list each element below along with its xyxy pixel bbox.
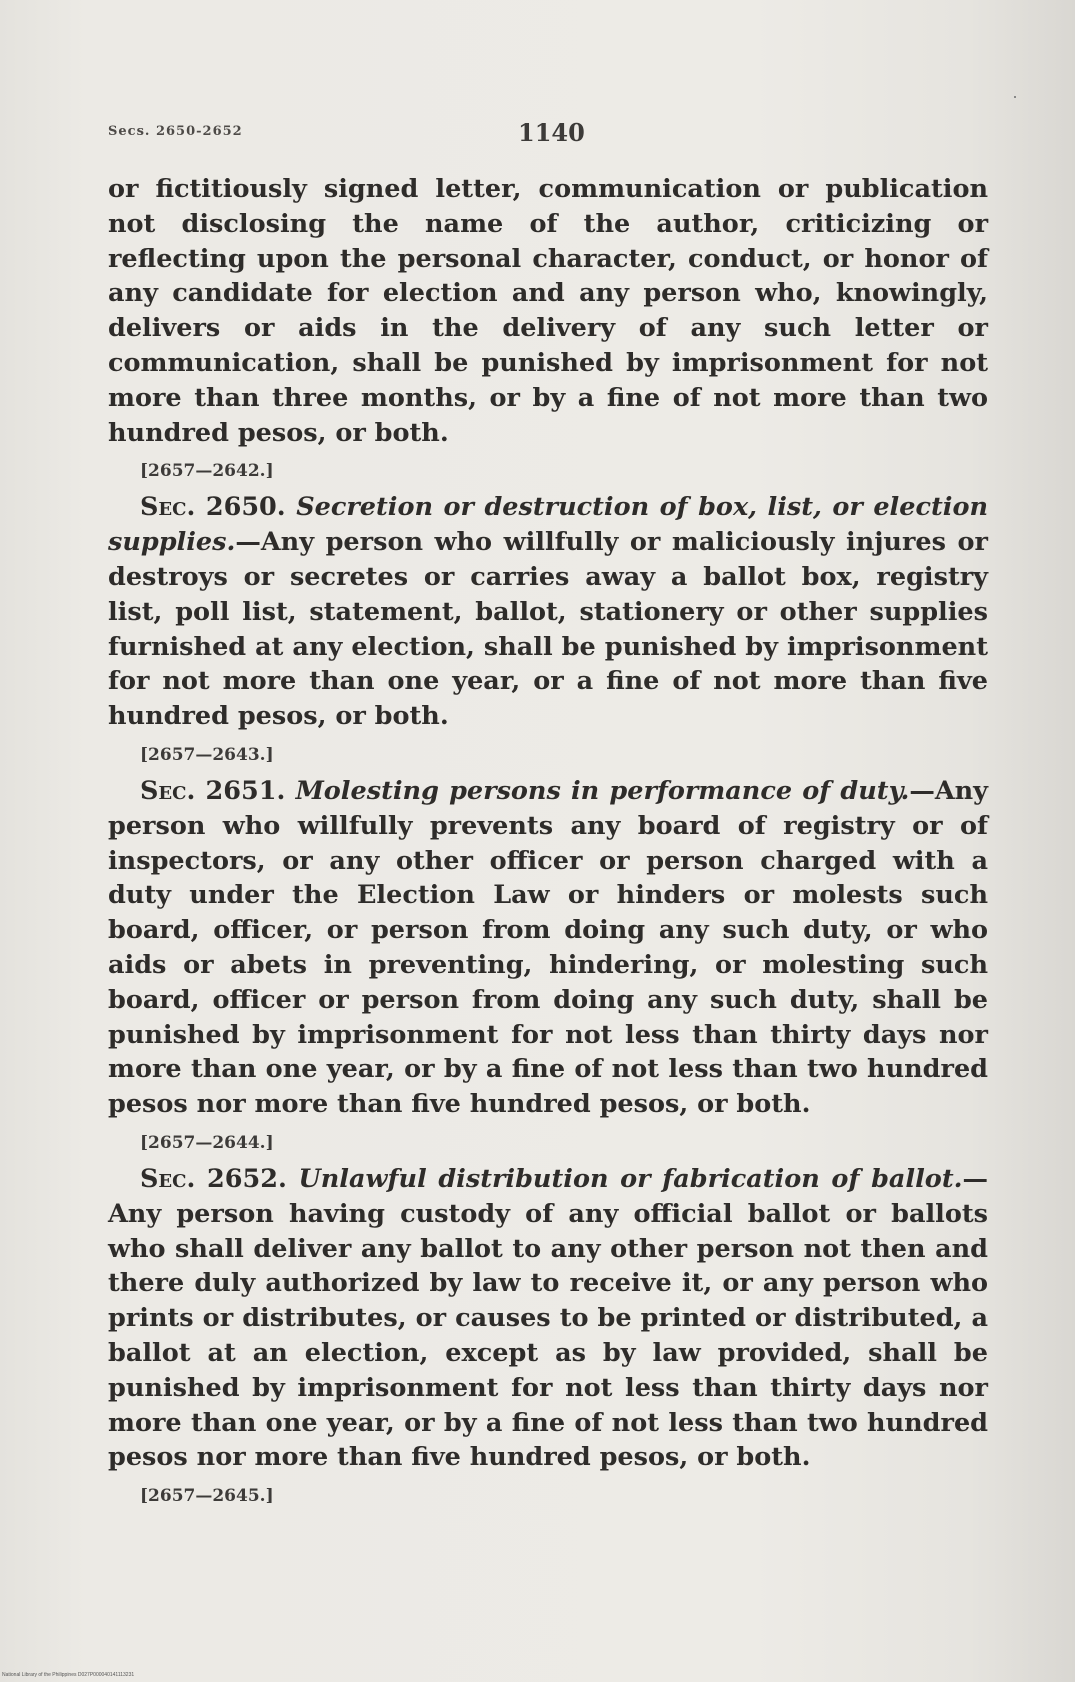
section-title: Secretion or destruction of box, list, or election supplies. xyxy=(108,492,988,558)
section-label: Sec. 2651. xyxy=(140,775,286,806)
section-title: Molesting persons in performance of duty. xyxy=(295,775,910,806)
section-2650 xyxy=(108,490,988,734)
section-body: —Any person having custody of any official ballot or ballots who shall deliver any ballot to any other person not then and there duly authorized by law to receive it, or any person who prints or distributes, or causes to be printed or distributed, a ballot at an election, except as by law provided, shall be punished by imprisonment for not less than thirty days nor more than one year, or by a fine of not less than two hundred pesos nor more than five hundred pesos, or both. xyxy=(108,1163,988,1473)
citation: [2657—2645.] xyxy=(140,1486,274,1507)
section-body: —Any person who willfully or maliciously injures or destroys or secretes or carries away a ballot box, registry list, poll list, statement, ballot, stationery or other supplies furnished at any election, shall be punished by imprisonment for not more than one year, or a fine of not more than five hundred pesos, or both. xyxy=(108,527,988,732)
section-range: Secs. 2650-2652 xyxy=(108,124,243,139)
section-2651 xyxy=(108,774,988,1122)
page-header xyxy=(108,118,988,148)
section-label: Sec. 2652. xyxy=(140,1163,287,1194)
citation: [2657—2642.] xyxy=(140,461,274,482)
citation: [2657—2644.] xyxy=(140,1132,274,1153)
citation: [2657—2643.] xyxy=(140,744,274,765)
page-number: 1140 xyxy=(518,118,585,147)
section-label: Sec. 2650. xyxy=(140,492,286,523)
section-body: —Any person who willfully prevents any board of registry or of inspectors, or any other officer or person charged with a duty under the Election Law or hinders or molests such board, officer, or person from doing any such duty, or who aids or abets in preventing, hindering, or molesting such board, officer or person from doing any such duty, shall be punished by imprisonment for not less than thirty days nor more than one year, or by a fine of not less than two hundred pesos nor more than five hundred pesos, or both. xyxy=(108,775,988,1120)
page-body xyxy=(108,172,988,1515)
footer-credit: National Library of the Philippines D027P000040141113231 xyxy=(2,1672,135,1678)
continuation-paragraph: or fictitiously signed letter, communication or publication not disclosing the name of the author, criticizing or reflecting upon the personal character, conduct, or honor of any candidate for election and any person who, knowingly, delivers or aids in the delivery of any such letter or communication, shall be punished by imprisonment for not more than three months, or by a fine of not more than two hundred pesos, or both. xyxy=(108,174,988,448)
section-title: Unlawful distribution or fabrication of ballot. xyxy=(298,1163,963,1194)
section-2652 xyxy=(108,1162,988,1475)
scan-speck xyxy=(1014,96,1016,98)
